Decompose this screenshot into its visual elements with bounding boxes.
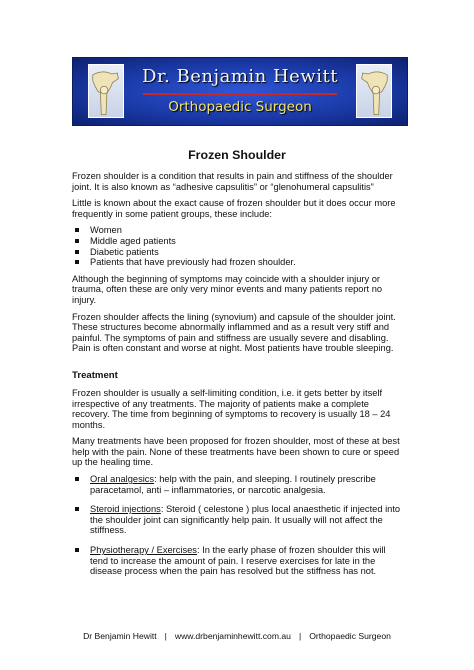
banner-doctor-name: Dr. Benjamin Hewitt (142, 66, 338, 87)
treatments-list (72, 474, 402, 577)
banner-divider (143, 93, 337, 95)
list-item (72, 474, 402, 495)
shoulder-anatomy-icon (356, 64, 392, 118)
letterhead-banner (72, 57, 408, 126)
banner-role: Orthopaedic Surgeon (168, 99, 312, 115)
document-title: Frozen Shoulder (188, 148, 286, 162)
list-item: Middle aged patients (72, 236, 402, 247)
cause-paragraph: Little is known about the exact cause of frozen shoulder but it does occur more frequently in some patient groups, these include: (72, 198, 396, 219)
treatment-term: Steroid injections (90, 504, 161, 515)
treatment-description: : help with the pain, and sleeping. I routinely prescribe paracetamol, anti – inflammatories, or narcotic analgesia. (90, 474, 376, 495)
patient-groups-list (72, 225, 402, 267)
treatments-intro-paragraph: Many treatments have been proposed for frozen shoulder, most of these at best help with the pain. None of these treatments have been shown to cure or speed up the healing time. (72, 436, 400, 468)
list-item (72, 504, 402, 536)
footer-role: Orthopaedic Surgeon (309, 631, 391, 641)
list-item: Patients that have previously had frozen shoulder. (72, 257, 402, 268)
injury-paragraph: Although the beginning of symptoms may coincide with a shoulder injury or trauma, often these are only very minor events and many patients report no injury. (72, 273, 383, 305)
footer-website: www.drbenjaminhewitt.com.au (174, 631, 291, 641)
pathology-paragraph: Frozen shoulder affects the lining (synovium) and capsule of the shoulder joint. These structures become abnormally inflammed and as a result very stiff and painful. The symptoms of pain and stiffness are usually severe and disabling. Pain is often constant and worse at night. Most patients have trouble sleeping. (72, 311, 396, 354)
treatment-term: Physiotherapy / Exercises (90, 545, 197, 556)
footer-name: Dr Benjamin Hewitt (83, 631, 157, 641)
document-body (72, 148, 402, 586)
footer-separator: | (164, 631, 167, 641)
page-footer (0, 631, 474, 641)
treatment-description: : Steroid ( celestone ) plus local anaesthetic if injected into the shoulder joint can significantly help pain. It usually will not affect the stiffness. (90, 504, 401, 536)
intro-paragraph: Frozen shoulder is a condition that results in pain and stiffness of the shoulder joint. It is also known as “adhesive capsulitis” or “glenohumeral capsulitis” (72, 171, 393, 192)
treatment-term: Oral analgesics (90, 474, 155, 485)
list-item: Diabetic patients (72, 247, 402, 258)
list-item: Women (72, 225, 402, 236)
list-item (72, 545, 402, 577)
treatment-heading: Treatment (72, 369, 118, 381)
footer-separator: | (298, 631, 302, 641)
treatment-description: : In the early phase of frozen shoulder this will tend to increase the amount of pain. I reserve exercises for late in the disease process when the pain has resolved but the stiffness has not. (90, 545, 386, 577)
prognosis-paragraph: Frozen shoulder is usually a self-limiting condition, i.e. it gets better by itself irrespective of any treatments. The majority of patients make a complete recovery. The time from beginning of symptoms to recovery is usually 18 – 24 months. (72, 387, 391, 430)
